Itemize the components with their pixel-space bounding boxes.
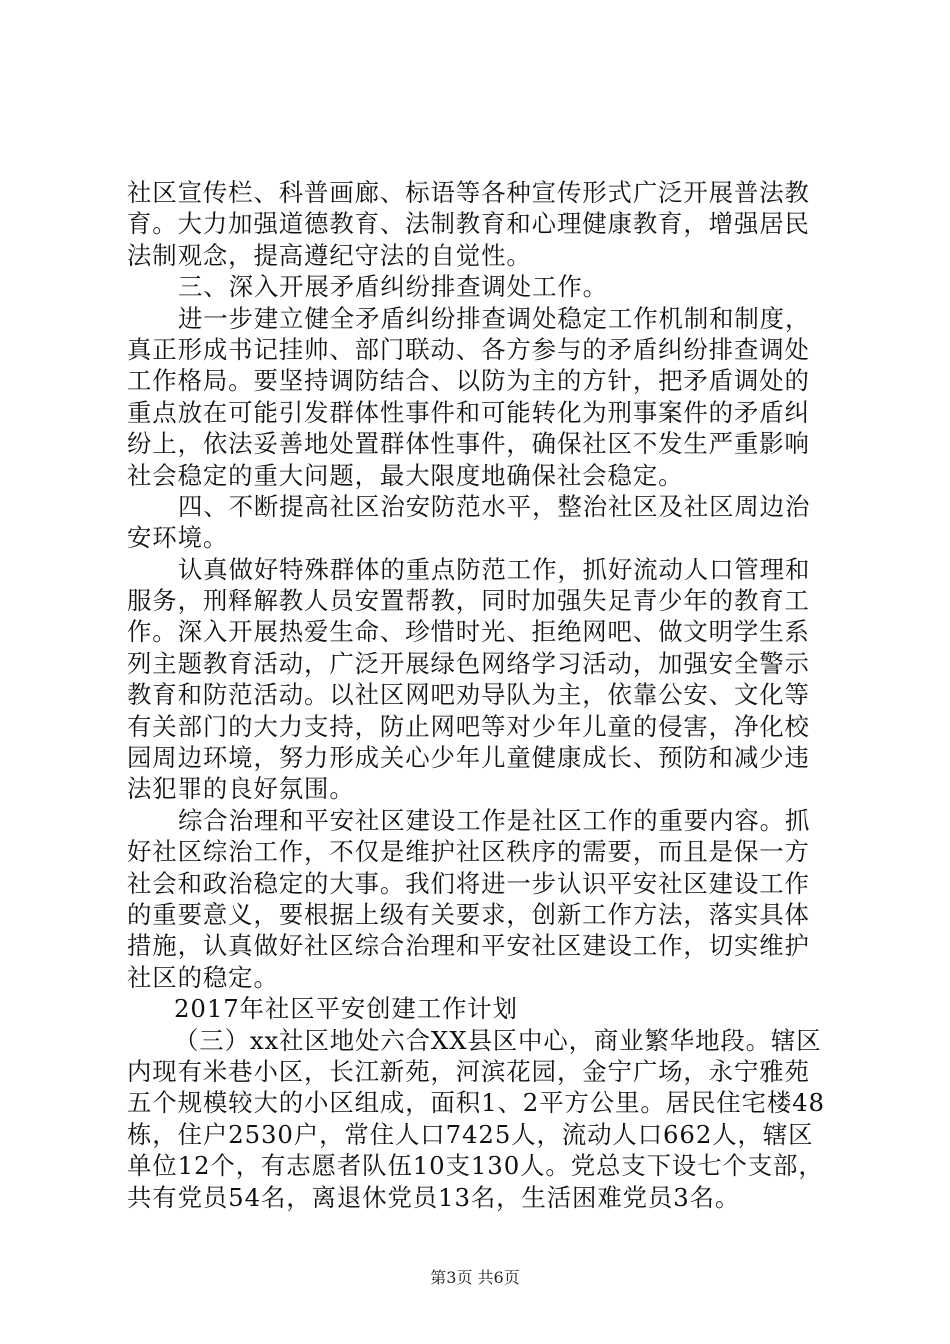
text-line: 内现有米巷小区，长江新苑，河滨花园，金宁广场，永宁雅苑: [127, 1056, 810, 1086]
text-line: 园周边环境，努力形成关心少年儿童健康成长、预防和减少违: [127, 743, 810, 773]
text-line: 列主题教育活动，广泛开展绿色网络学习活动，加强安全警示: [127, 648, 810, 678]
text-line: 工作格局。要坚持调防结合、以防为主的方针，把矛盾调处的: [127, 366, 810, 396]
text-line: 法制观念，提高遵纪守法的自觉性。: [127, 240, 532, 270]
text-line: 真正形成书记挂帅、部门联动、各方参与的矛盾纠纷排查调处: [127, 334, 810, 364]
text-line: 纷上，依法妥善地处置群体性事件，确保社区不发生严重影响: [127, 429, 810, 459]
document-body: [127, 177, 833, 1213]
text-line: 认真做好特殊群体的重点防范工作，抓好流动人口管理和: [178, 554, 811, 584]
text-line: 的重要意义，要根据上级有关要求，创新工作方法，落实具体: [127, 899, 810, 929]
section-heading: 三、深入开展矛盾纠纷排查调处工作。: [178, 272, 608, 302]
text-line: 共有党员54名，离退休党员13名，生活困难党员3名。: [127, 1182, 741, 1212]
text-line: 教育和防范活动。以社区网吧劝导队为主，依靠公安、文化等: [127, 680, 810, 710]
text-line: 五个规模较大的小区组成，面积1、2平方公里。居民住宅楼48: [127, 1088, 825, 1118]
text-line: （三）xx社区地处六合XX县区中心，商业繁华地段。辖区: [174, 1025, 822, 1055]
text-line: 服务，刑释解教人员安置帮教，同时加强失足青少年的教育工: [127, 586, 810, 616]
text-line: 措施，认真做好社区综合治理和平安社区建设工作，切实维护: [127, 931, 810, 961]
text-line: 社会稳定的重大问题，最大限度地确保社会稳定。: [127, 460, 684, 490]
page-number-footer: 第3页 共6页: [430, 1268, 520, 1287]
text-line: 育。大力加强道德教育、法制教育和心理健康教育，增强居民: [127, 209, 810, 239]
text-line: 进一步建立健全矛盾纠纷排查调处稳定工作机制和制度，: [178, 303, 811, 333]
section-heading: 四、不断提高社区治安防范水平，整治社区及社区周边治: [178, 491, 811, 521]
text-line: 法犯罪的良好氛围。: [127, 774, 355, 804]
text-line: 社区宣传栏、科普画廊、标语等各种宣传形式广泛开展普法教: [127, 178, 810, 207]
text-line: 安环境。: [127, 523, 229, 553]
text-line: 社会和政治稳定的大事。我们将进一步认识平安社区建设工作: [127, 868, 810, 898]
text-line: 社区的稳定。: [127, 962, 279, 992]
text-line: 栋，住户2530户，常住人口7425人，流动人口662人，辖区: [127, 1119, 814, 1149]
text-line: 综合治理和平安社区建设工作是社区工作的重要内容。抓: [178, 805, 811, 835]
text-line: 单位12个，有志愿者队伍10支130人。党总支下设七个支部，: [127, 1151, 824, 1181]
text-line: 好社区综治工作，不仅是维护社区秩序的需要，而且是保一方: [127, 837, 810, 867]
text-line: 有关部门的大力支持，防止网吧等对少年儿童的侵害，净化校: [127, 711, 810, 741]
document-title: 2017年社区平安创建工作计划: [174, 994, 518, 1024]
text-line: 重点放在可能引发群体性事件和可能转化为刑事案件的矛盾纠: [127, 397, 810, 427]
text-line: 作。深入开展热爱生命、珍惜时光、拒绝网吧、做文明学生系: [127, 617, 810, 647]
